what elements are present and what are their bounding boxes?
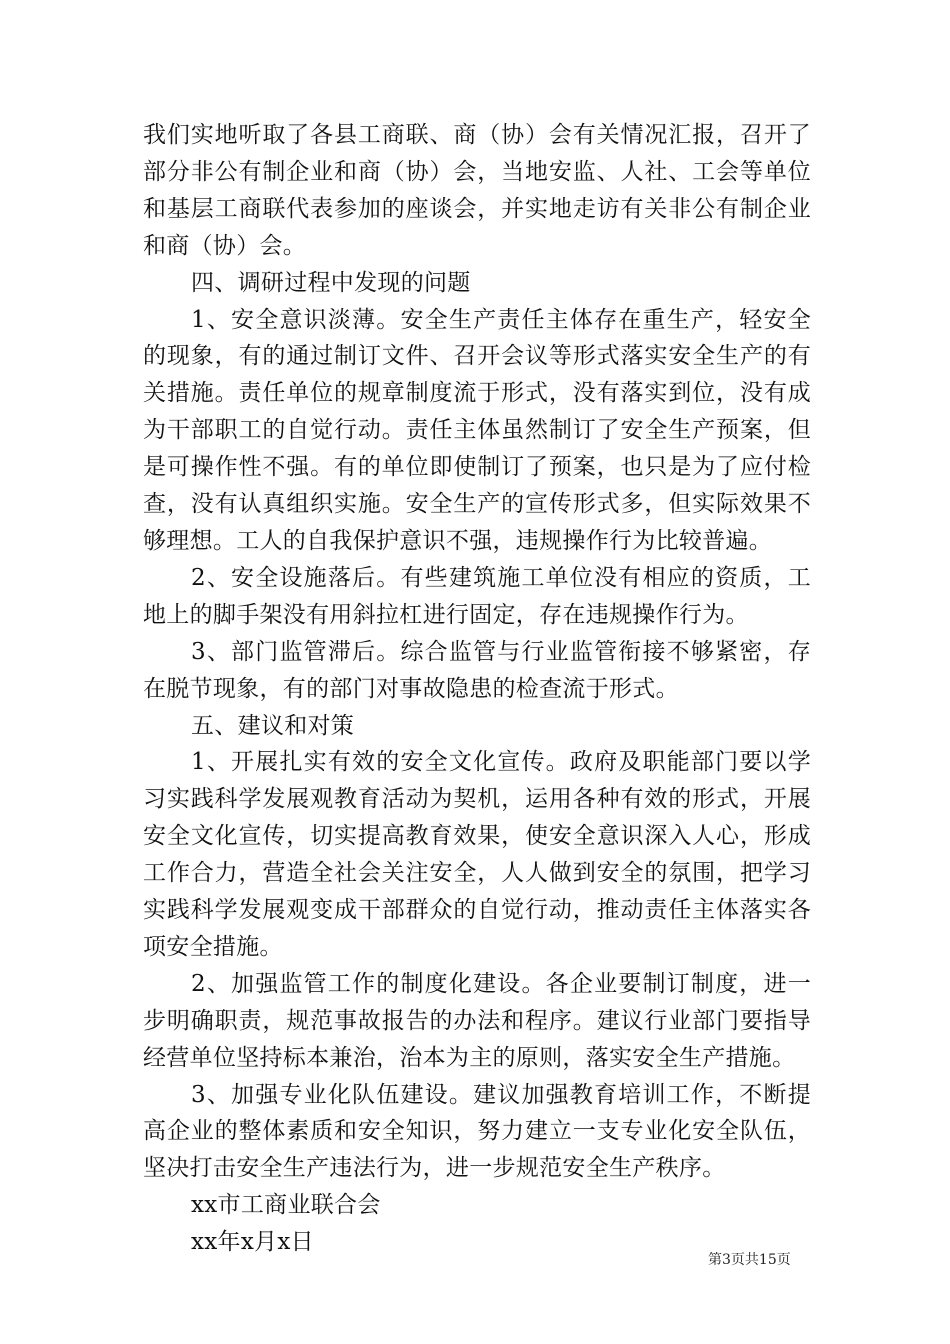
- signature-date: xx年x月x日: [191, 1229, 314, 1256]
- paragraph-suggestion-1: 1、开展扎实有效的安全文化宣传。政府及职能部门要以学习实践科学发展观教育活动为契机，运用各种有效的形式，开展安全文化宣传，切实提高教育效果，使安全意识深入人心，形成工作合力，营造全社会关注安全，人人做到安全的氛围，把学习实践科学发展观变成干部群众的自觉行动，推动责任主体落实各项安全措施。: [143, 749, 811, 960]
- paragraph-problem-3: 3、部门监管滞后。综合监管与行业监管衔接不够紧密，存在脱节现象，有的部门对事故隐患的检查流于形式。: [143, 638, 811, 702]
- paragraph-site-visit: 我们实地听取了各县工商联、商（协）会有关情况汇报，召开了部分非公有制企业和商（协）会，当地安监、人社、工会等单位和基层工商联代表参加的座谈会，并实地走访有关非公有制企业和商（协）会。: [143, 122, 811, 259]
- section-heading-problems: 四、调研过程中发现的问题: [191, 269, 471, 296]
- section-heading-suggestions: 五、建议和对策: [191, 712, 355, 739]
- paragraph-suggestion-2: 2、加强监管工作的制度化建设。各企业要制订制度，进一步明确职责，规范事故报告的办法和程序。建议行业部门要指导经营单位坚持标本兼治，治本为主的原则，落实安全生产措施。: [143, 970, 811, 1071]
- page-number: 第3页共15页: [708, 1252, 791, 1268]
- paragraph-suggestion-3: 3、加强专业化队伍建设。建议加强教育培训工作，不断提高企业的整体素质和安全知识，努力建立一支专业化安全队伍，坚决打击安全生产违法行为，进一步规范安全生产秩序。: [143, 1081, 811, 1182]
- paragraph-problem-1: 1、安全意识淡薄。安全生产责任主体存在重生产，轻安全的现象，有的通过制订文件、召开会议等形式落实安全生产的有关措施。责任单位的规章制度流于形式，没有落实到位，没有成为干部职工的自觉行动。责任主体虽然制订了安全生产预案，但是可操作性不强。有的单位即使制订了预案，也只是为了应付检查，没有认真组织实施。安全生产的宣传形式多，但实际效果不够理想。工人的自我保护意识不强，违规操作行为比较普遍。: [143, 306, 811, 554]
- signature-organization: xx市工商业联合会: [191, 1192, 381, 1219]
- document-body: [143, 117, 811, 1261]
- paragraph-problem-2: 2、安全设施落后。有些建筑施工单位没有相应的资质，工地上的脚手架没有用斜拉杠进行固定，存在违规操作行为。: [143, 564, 811, 628]
